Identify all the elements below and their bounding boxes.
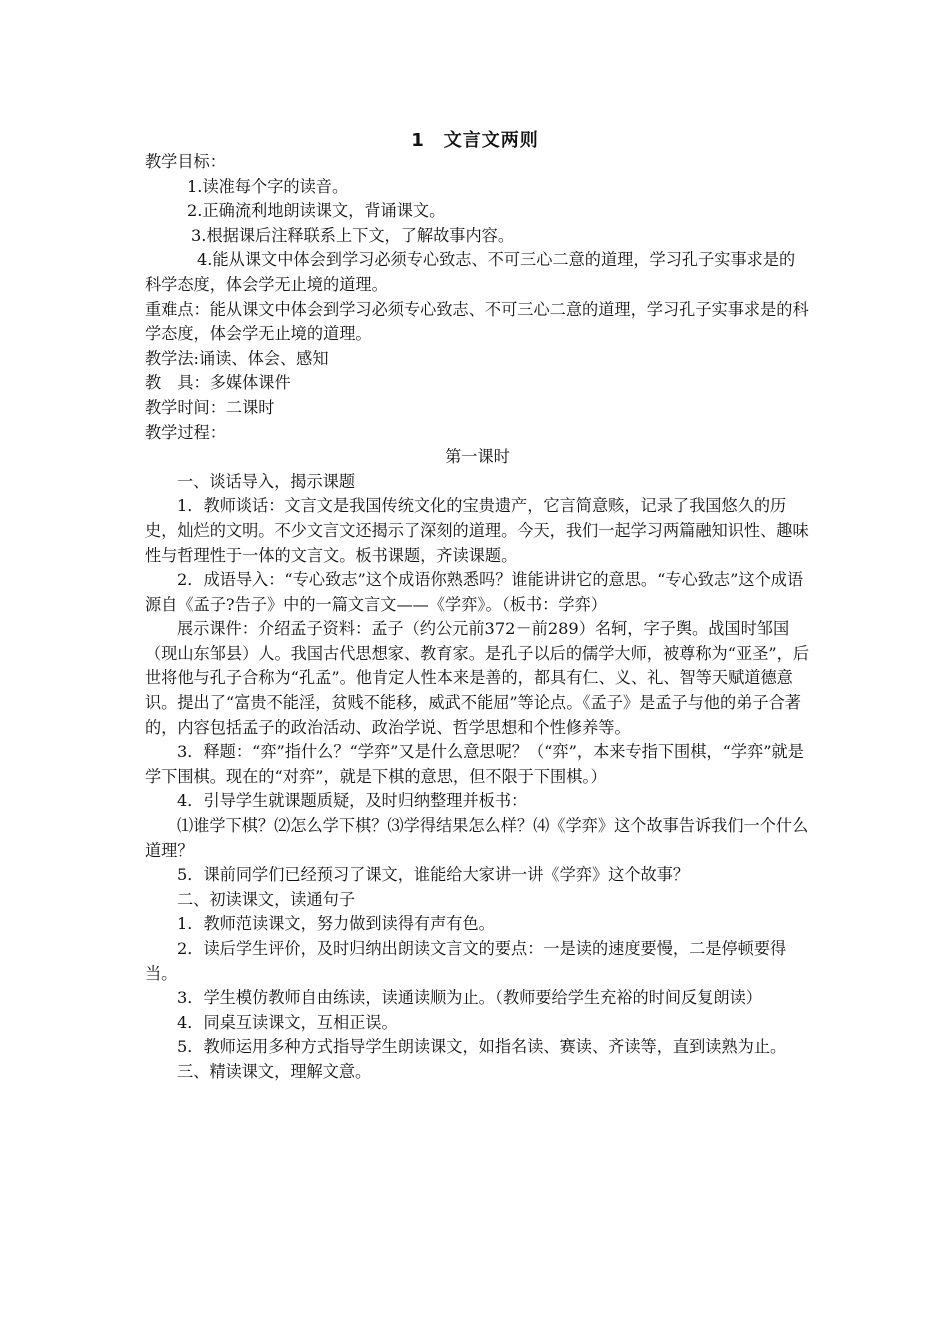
section-heading-2: 二、初读课文，读通句子 — [177, 889, 356, 909]
paragraph: 1．教师谈话：文言文是我国传统文化的宝贵遗产，它言简意赅，记录了我国悠久的历史，灿烂的文明。不少文言文还揭示了深刻的道理。今天，我们一起学习两篇融知识性、趣味性与哲理性于一体的文言文。板书课题，齐读课题。 — [145, 496, 809, 565]
document-body — [145, 150, 810, 1085]
paragraph: 2．成语导入：“专心致志”这个成语你熟悉吗？谁能讲讲它的意思。“专心致志”这个成语源自《孟子?告子》中的一篇文言文——《学弈》。（板书：学弈） — [145, 570, 804, 614]
paragraph: 5．课前同学们已经预习了课文，谁能给大家讲一讲《学弈》这个故事？ — [177, 865, 690, 885]
paragraph: 1．教师范读课文，努力做到读得有声有色。 — [177, 914, 495, 934]
teaching-method: 教学法:诵读、体会、感知 — [145, 348, 329, 368]
paragraph: 2．读后学生评价，及时归纳出朗读文言文的要点：一是读的速度要慢，二是停顿要得当。 — [145, 939, 787, 983]
document-title: 1 文言文两则 — [411, 130, 539, 151]
key-points: 重难点：能从课文中体会到学习必须专心致志、不可三心二意的道理，学习孔子实事求是的科学态度，体会学无止境的道理。 — [145, 299, 809, 344]
paragraph: 5．教师运用多种方式指导学生朗读课文，如指名读、赛读、齐读等，直到读熟为止。 — [177, 1037, 787, 1057]
paragraph: 3．释题：“弈”指什么？“学弈”又是什么意思呢？（“弈”，本来专指下围棋，“学弈”就是学下围棋。现在的“对弈”，就是下棋的意思，但不限于下围棋。） — [145, 742, 804, 786]
goal-item-1: 1.读准每个字的读音。 — [187, 176, 349, 196]
paragraph: 4．引导学生就课题质疑，及时归纳整理并板书： — [177, 791, 528, 811]
section-heading-3: 三、精读课文，理解文意。 — [177, 1061, 372, 1081]
session-heading: 第一课时 — [445, 447, 510, 467]
teaching-time: 教学时间：二课时 — [145, 397, 275, 417]
goal-item-2: 2.正确流利地朗读课文，背诵课文。 — [187, 201, 446, 221]
goal-item-3: 3.根据课后注释联系上下文，了解故事内容。 — [191, 225, 515, 245]
paragraph: 展示课件：介绍孟子资料：孟子（约公元前372－前289）名轲，字子舆。战国时邹国（现山东邹县）人。我国古代思想家、教育家。是孔子以后的儒学大师，被尊称为“亚圣”，后世将他与孔子合称为“孔孟”。他肯定人性本来是善的，都具有仁、义、礼、智等天赋道德意识。提出了“富贵不能淫，贫贱不能移，威武不能屈”等论点。《孟子》是孟子与他的弟子合著的，内容包括孟子的政治活动、政治学说、哲学思想和个性修养等。 — [145, 619, 810, 737]
process-label: 教学过程： — [145, 422, 226, 442]
goal-label: 教学目标： — [145, 152, 226, 171]
paragraph: 3．学生模仿教师自由练读，读通读顺为止。（教师要给学生充裕的时间反复朗读） — [177, 988, 762, 1008]
paragraph: 4．同桌互读课文，互相正误。 — [177, 1012, 398, 1032]
goal-item-4: 4.能从课文中体会到学习必须专心致志、不可三心二意的道理，学习孔子实事求是的科学态度，体会学无止境的道理。 — [145, 250, 796, 294]
teaching-tools: 教 具：多媒体课件 — [145, 373, 291, 393]
paragraph: ⑴谁学下棋？⑵怎么学下棋？⑶学得结果怎么样？⑷《学弈》这个故事告诉我们一个什么道理？ — [145, 816, 809, 860]
section-heading-1: 一、谈话导入，揭示课题 — [177, 471, 356, 491]
